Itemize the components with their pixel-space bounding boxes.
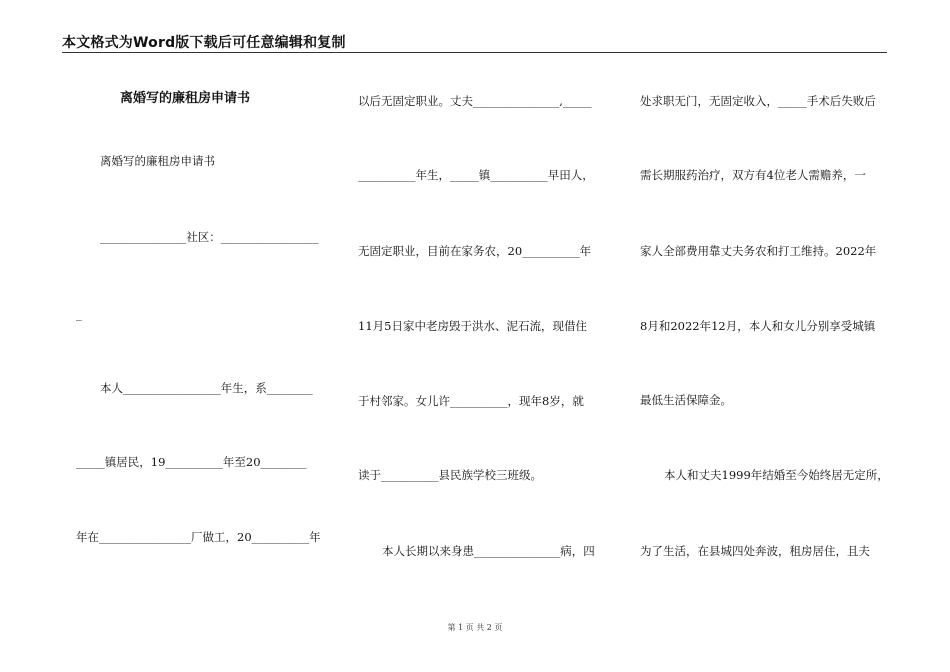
paragraph-line: _______________社区：_________________	[100, 230, 319, 244]
paragraph-line: 11月5日家中老房毁于洪水、泥石流，现借住	[358, 319, 587, 333]
paragraph-line: 为了生活，在县城四处奔波，租房居住，且夫	[640, 544, 870, 558]
column-2	[340, 0, 620, 672]
paragraph-line: 最低生活保障金。	[640, 393, 732, 407]
paragraph-line: 本人_________________年生，系________	[100, 381, 313, 395]
paragraph-line: 于村邻家。女儿许__________，现年8岁，就	[358, 394, 584, 408]
paragraph-line: 离婚写的廉租房申请书	[100, 154, 215, 168]
paragraph-line: 本人和丈夫1999年结婚至今始终居无定所，	[664, 468, 889, 482]
paragraph-line: 家人全部费用靠丈夫务农和打工维持。2022年	[640, 244, 877, 258]
column-3	[620, 0, 900, 672]
page-number: 第 1 页 共 2 页	[447, 623, 503, 632]
column-1	[0, 0, 330, 672]
paragraph-line: __________年生，_____镇__________早田人，	[358, 168, 594, 182]
paragraph-line: 读于__________县民族学校三班级。	[358, 468, 542, 482]
paragraph-line: 本人长期以来身患_______________病，四	[382, 544, 595, 558]
paragraph-line: 以后无固定职业。丈夫_______________,_____	[358, 94, 592, 108]
paragraph-line: 处求职无门，无固定收入，_____手术后失败后	[640, 94, 876, 108]
paragraph-line: 年在________________厂做工，20__________年	[76, 530, 321, 544]
document-header: 本文格式为Word版下载后可任意编辑和复制	[62, 35, 346, 51]
paragraph-line: _____镇居民，19__________年至20________	[76, 455, 307, 469]
paragraph-line: 无固定职业，目前在家务农，20__________年	[358, 244, 592, 258]
paragraph-line: 8月和2022年12月，本人和女儿分别享受城镇	[640, 319, 876, 333]
document-title: 离婚写的廉租房申请书	[120, 91, 251, 106]
paragraph-line: _	[76, 307, 82, 321]
paragraph-line: 需长期服药治疗，双方有4位老人需赡养，一	[640, 168, 866, 182]
